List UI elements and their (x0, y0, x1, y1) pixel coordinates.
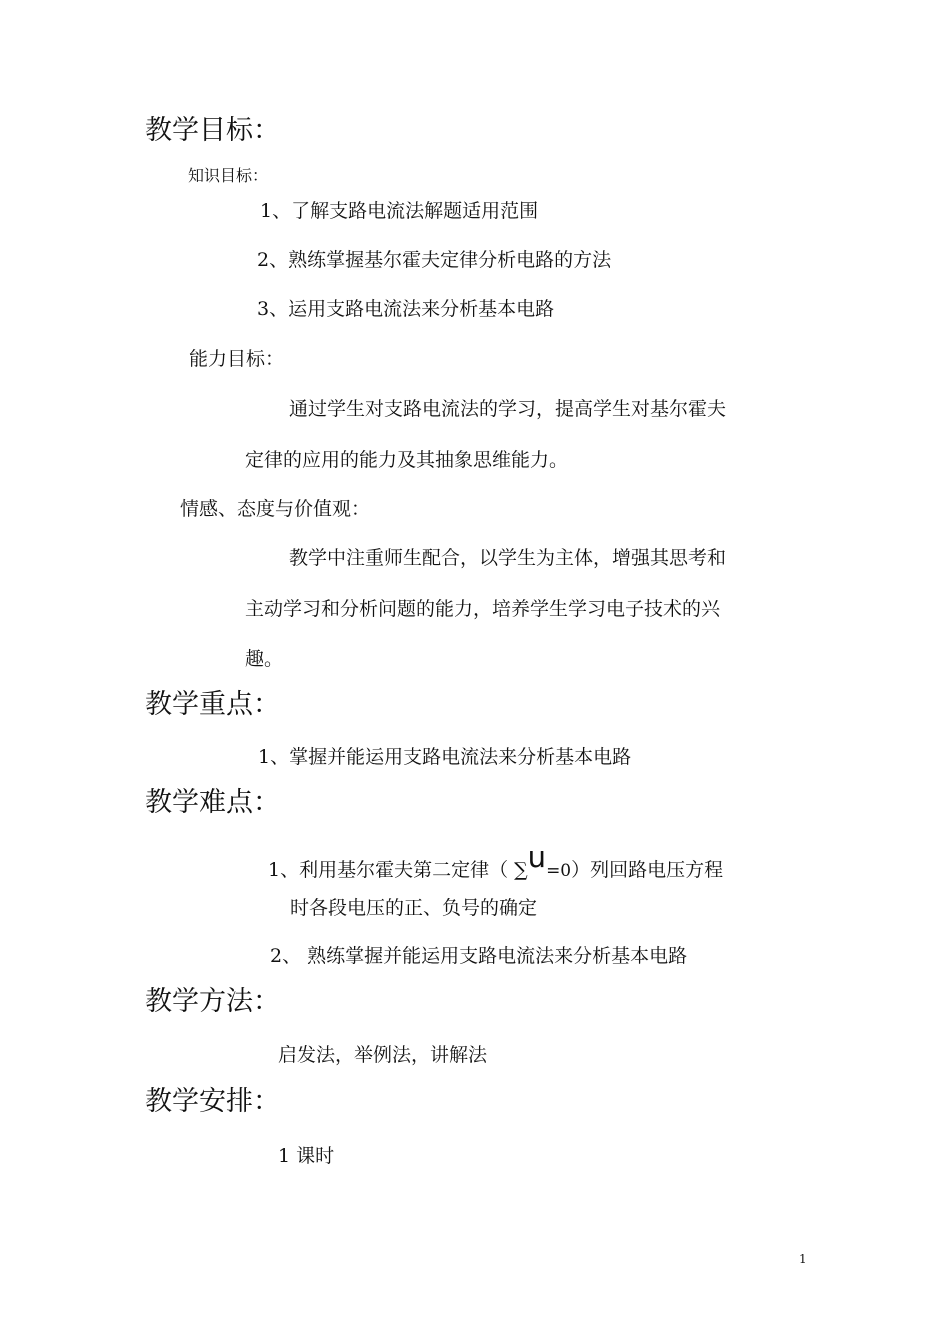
methods-heading: 教学方法： (145, 986, 280, 1017)
objectives-heading: 教学目标： (145, 115, 280, 146)
knowledge-item-2: 2、熟练掌握基尔霍夫定律分析电路的方法 (257, 249, 612, 271)
knowledge-objectives-label: 知识目标： (188, 166, 269, 185)
page-number: 1 (799, 1252, 807, 1266)
arrangement-text: 1 课时 (278, 1145, 335, 1167)
ability-line-1: 通过学生对支路电流法的学习，提高学生对基尔霍夫 (289, 398, 727, 420)
attitude-line-1: 教学中注重师生配合，以学生为主体，增强其思考和 (289, 547, 727, 569)
equals-zero: =0 (546, 861, 572, 881)
key-points-heading: 教学重点： (145, 689, 280, 720)
knowledge-item-3: 3、运用支路电流法来分析基本电路 (257, 298, 555, 320)
key-point-item-1: 1、掌握并能运用支路电流法来分析基本电路 (258, 746, 632, 768)
difficulty-item-1-suffix: ）列回路电压方程 (571, 859, 724, 881)
difficulty-item-1-prefix: 1、利用基尔霍夫第二定律（ (268, 859, 509, 881)
difficulties-heading: 教学难点： (145, 787, 280, 818)
attitude-objectives-label: 情感、态度与价值观： (180, 498, 371, 520)
arrangement-heading: 教学安排： (145, 1086, 280, 1117)
ability-line-2: 定律的应用的能力及其抽象思维能力。 (245, 449, 569, 471)
methods-text: 启发法，举例法，讲解法 (278, 1044, 488, 1066)
sigma-symbol: ∑ (514, 859, 528, 881)
attitude-line-3: 趣。 (245, 648, 284, 670)
difficulty-item-2: 2、 熟练掌握并能运用支路电流法来分析基本电路 (270, 945, 688, 967)
attitude-line-2: 主动学习和分析问题的能力，培养学生学习电子技术的兴 (245, 598, 721, 620)
ability-objectives-label: 能力目标： (189, 348, 285, 370)
knowledge-item-1: 1、了解支路电流法解题适用范围 (260, 200, 539, 222)
difficulty-item-1 (268, 840, 724, 881)
voltage-u-symbol: u (527, 840, 547, 874)
difficulty-item-1-continuation: 时各段电压的正、负号的确定 (290, 897, 538, 919)
